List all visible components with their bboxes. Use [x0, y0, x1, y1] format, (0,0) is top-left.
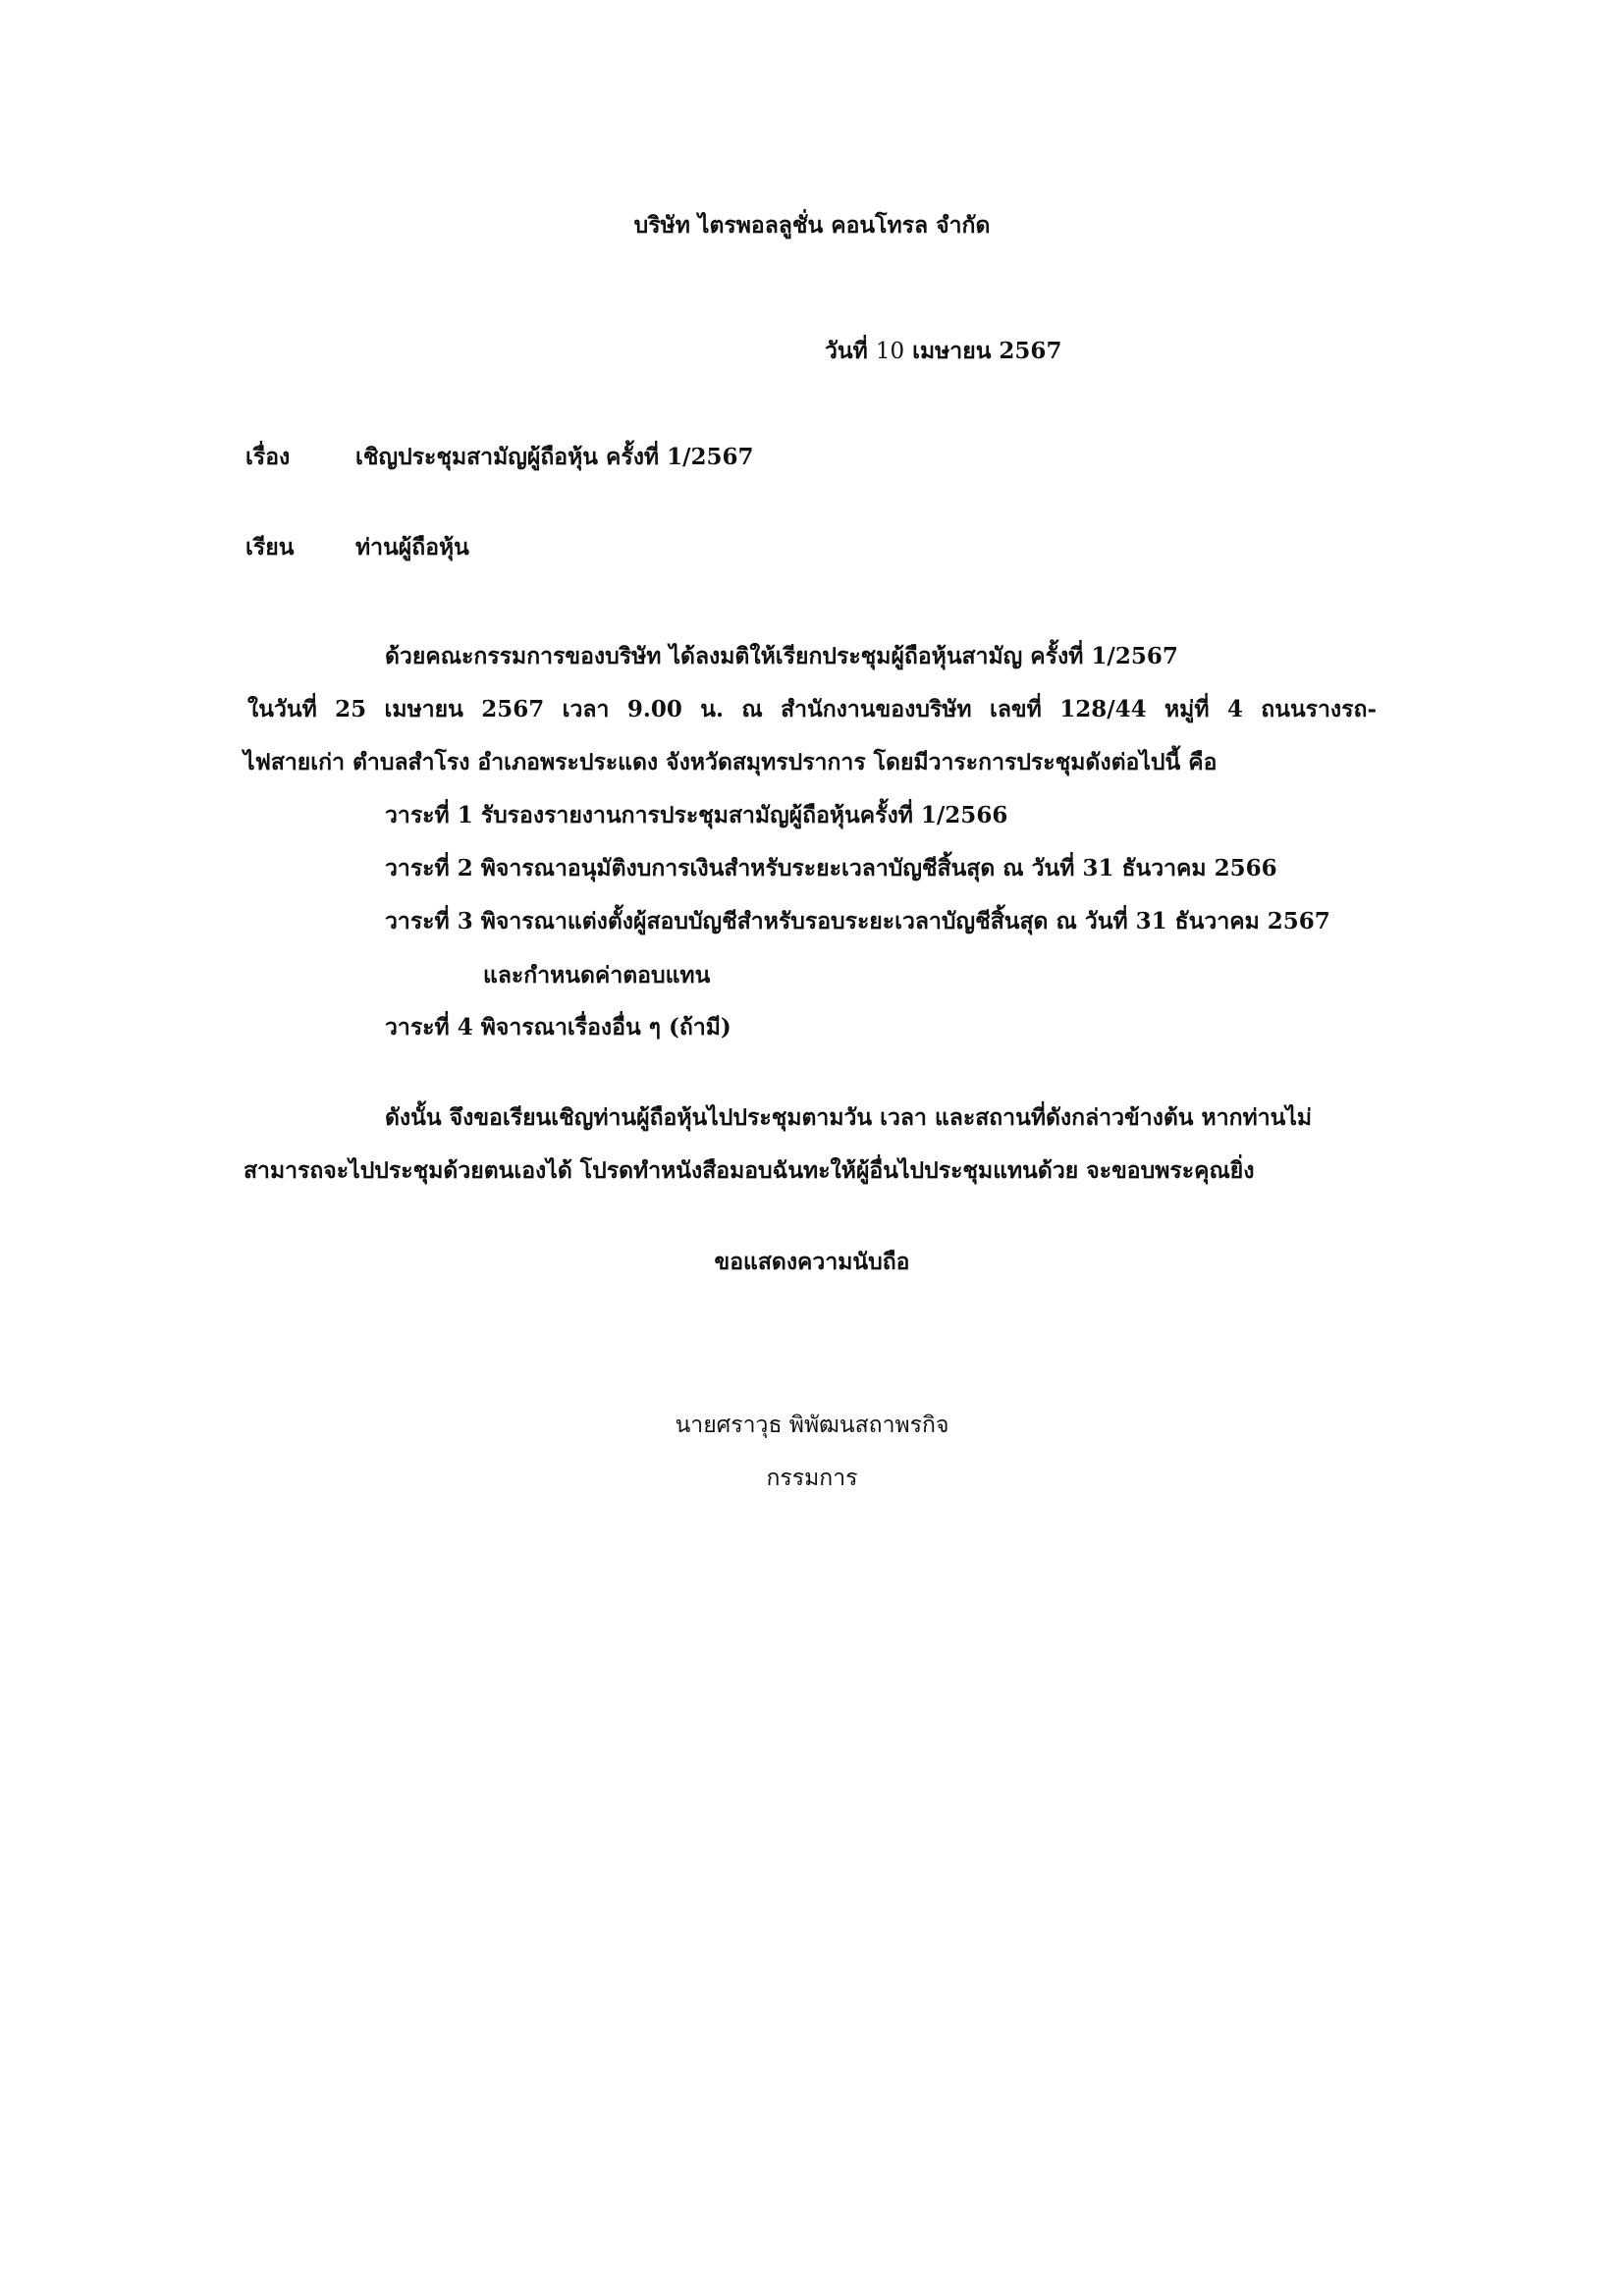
signer-name: นายศราวุธ พิพัฒนสถาพรกิจ [675, 1413, 949, 1438]
body-line-3: ไฟสายเก่า ตำบลสำโรง อำเภอพระประแดง จังหวัดสมุทรปราการ โดยมีวาระการประชุมดังต่อไปนี้ คือ [244, 749, 1218, 775]
agenda-item-3: วาระที่ 3 พิจารณาแต่งตั้งผู้สอบบัญชีสำหรับรอบระยะเวลาบัญชีสิ้นสุด ณ วันที่ 31 ธันวาคม 2567 [385, 908, 1330, 934]
signer-position: กรรมการ [766, 1466, 858, 1491]
date-prefix: วันที่ [825, 338, 868, 364]
body-line-1: ด้วยคณะกรรมการของบริษัท ได้ลงมติให้เรียกประชุมผู้ถือหุ้นสามัญ ครั้งที่ 1/2567 [385, 643, 1178, 669]
letter-date [825, 336, 1061, 367]
date-day: 10 [875, 339, 905, 364]
conclusion-line-2: สามารถจะไปประชุมด้วยตนเองได้ โปรดทำหนังสือมอบฉันทะให้ผู้อื่นไปประชุมแทนด้วย จะขอบพระคุณยิ่ง [244, 1157, 1255, 1184]
subject-value: เชิญประชุมสามัญผู้ถือหุ้น ครั้งที่ 1/2567 [355, 444, 754, 470]
conclusion-line-1: ดังนั้น จึงขอเรียนเชิญท่านผู้ถือหุ้นไปประชุมตามวัน เวลา และสถานที่ดังกล่าวข้างต้น หากท่านไม่ [385, 1104, 1313, 1131]
agenda-item-3-continuation: และกำหนดค่าตอบแทน [483, 962, 711, 988]
closing-text: ขอแสดงความนับถือ [714, 1249, 910, 1275]
date-month-year: เมษายน 2567 [912, 338, 1062, 364]
subject-label: เรื่อง [245, 444, 291, 470]
agenda-item-1: วาระที่ 1 รับรองรายงานการประชุมสามัญผู้ถือหุ้นครั้งที่ 1/2566 [385, 802, 1008, 828]
agenda-item-2: วาระที่ 2 พิจารณาอนุมัติงบการเงินสำหรับระยะเวลาบัญชีสิ้นสุด ณ วันที่ 31 ธันวาคม 2566 [385, 855, 1277, 881]
recipient-label: เรียน [245, 534, 295, 561]
body-line-2: ในวันที่ 25 เมษายน 2567 เวลา 9.00 น. ณ สำนักงานของบริษัท เลขที่ 128/44 หมู่ที่ 4 ถนนรางรถ- [247, 696, 1377, 722]
recipient-value: ท่านผู้ถือหุ้น [355, 534, 469, 561]
company-name: บริษัท ไตรพอลลูชั่น คอนโทรล จำกัด [633, 212, 991, 239]
agenda-item-4: วาระที่ 4 พิจารณาเรื่องอื่น ๆ (ถ้ามี) [385, 1014, 731, 1041]
